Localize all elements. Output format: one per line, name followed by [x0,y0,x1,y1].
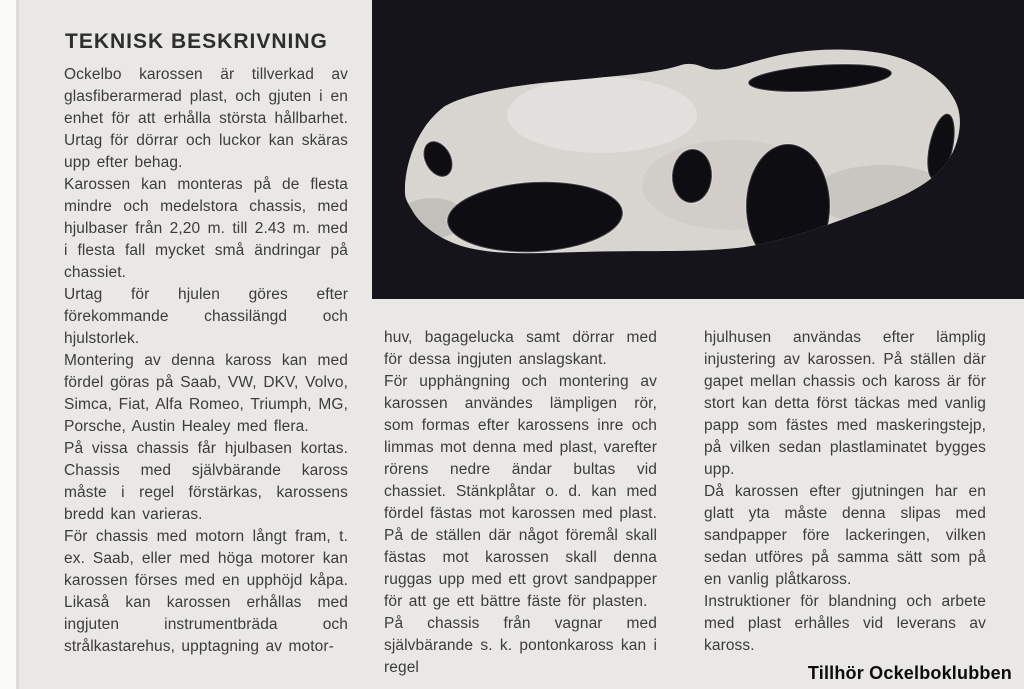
paragraph: Montering av denna kaross kan med fördel göras på Saab, VW, DKV, Volvo, Simca, Fiat, Alfa Romeo, Triumph, MG, Porsche, Austin Healey med flera. [64,352,348,435]
paragraph: Ockelbo karossen är tillverkad av glasfiberarmerad plast, och gjuten i en enhet för att erhålla största hållbarhet. Urtag för dörrar och luckor kan skäras upp efter behag. [64,66,348,171]
car-body-photo [372,0,1024,299]
paragraph: Instruktioner för blandning och arbete med plast erhålles vid leverans av kaross. [704,593,986,654]
text-column-middle [384,327,657,679]
paragraph: hjulhusen användas efter lämplig injustering av karossen. På ställen där gapet mellan chassis och kaross är för stort kan detta först täckas med vanlig papp som fästes med maskeringstejp, på vilken sedan plastlaminatet bygges upp. [704,329,986,478]
paragraph: För upphängning och montering av karossen användes lämpligen rör, som formas efter karossens inre och limmas mot denna med plast, varefter rörens nedre ändar bultas vid chassiet. Stänkplåtar o. d. kan med fördel fästas mot karossen med plast. På de ställen där något föremål skall fästas mot karossen skall denna ruggas upp med ett grovt sandpapper för att ge ett bättre fäste för plasten. [384,373,657,610]
paragraph: För chassis med motorn långt fram, t. ex. Saab, eller med höga motorer kan karossen förses med en upphöjd kåpa. Likaså kan karossen erhållas med ingjuten instrumentbräda och strålkastarehus, upptagning av motor- [64,528,348,655]
paragraph: Då karossen efter gjutningen har en glatt yta måste denna slipas med sandpapper före lackeringen, vilken sedan utföres på samma sätt som på en vanlig plåtkaross. [704,483,986,588]
text-column-left [64,64,348,658]
ockelbo-body-shell-illustration [372,0,1024,299]
paragraph: huv, bagagelucka samt dörrar med för dessa ingjuten anslagskant. [384,329,657,368]
paragraph: Urtag för hjulen göres efter förekommande chassilängd och hjulstorlek. [64,286,348,347]
paragraph: Karossen kan monteras på de flesta mindre och medelstora chassis, med hjulbaser från 2,20 m. till 2.43 m. med i flesta fall mycket små ändringar på chassiet. [64,176,348,281]
text-column-right [704,327,986,657]
page-title: TEKNISK BESKRIVNING [65,30,328,53]
hood-highlight [507,77,697,153]
ownership-watermark: Tillhör Ockelboklubben [807,663,1012,683]
paragraph: På chassis från vagnar med självbärande s. k. pontonkaross kan i regel [384,615,657,676]
paragraph: På vissa chassis får hjulbasen kortas. Chassis med självbärande kaross måste i regel förstärkas, karossens bredd kan varieras. [64,440,348,523]
scan-edge-strip [0,0,19,689]
